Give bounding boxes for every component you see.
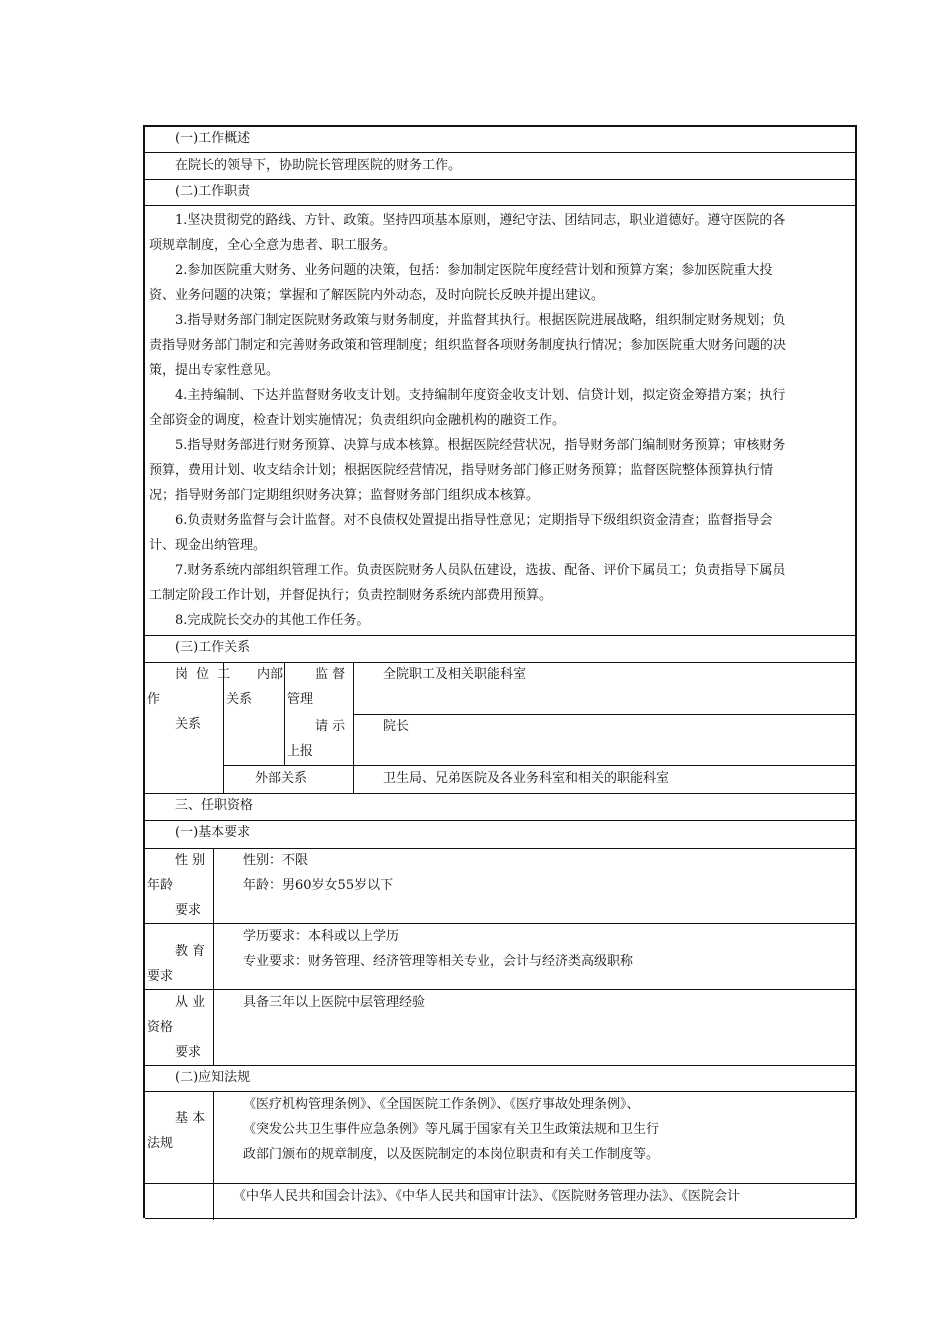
duty-line: 3.指导财务部门制定医院财务政策与财务制度，并监督其执行。根据医院进展战略，组织制定财务规划；负 xyxy=(175,313,786,328)
row-divider xyxy=(223,765,855,766)
report-value: 院长 xyxy=(383,719,410,734)
duty-item xyxy=(149,258,853,308)
section-title-regulations: (二)应知法规 xyxy=(175,1070,251,1085)
duty-line: 工制定阶段工作计划，并督促执行；负责控制财务系统内部费用预算。 xyxy=(149,588,553,603)
duty-line: 2.参加医院重大财务、业务问题的决策，包括：参加制定医院年度经营计划和预算方案；参加医院重大投 xyxy=(175,263,773,278)
duty-line: 6.负责财务监督与会计监督。对不良债权处置提出指导性意见；定期指导下级组织资金清查；监督指导会 xyxy=(175,513,773,528)
duty-line: 全部资金的调度，检查计划实施情况；负责组织向金融机构的融资工作。 xyxy=(149,413,566,428)
duty-item xyxy=(149,608,853,633)
row-divider xyxy=(145,820,855,821)
basic-laws-label-line1: 基 本 xyxy=(175,1111,206,1126)
duty-item xyxy=(149,558,853,608)
row-divider xyxy=(145,1065,855,1066)
row-divider xyxy=(145,205,855,206)
duty-item xyxy=(149,383,853,433)
supervise-label-line1: 监 督 xyxy=(315,667,346,682)
row-divider xyxy=(145,923,855,924)
supervise-label-line2: 管理 xyxy=(287,692,314,707)
duty-line: 资、业务问题的决策；掌握和了解医院内外动态，及时向院长反映并提出建议。 xyxy=(149,288,605,303)
professional-laws-line1: 《中华人民共和国会计法》、《中华人民共和国审计法》、《医院财务管理办法》、《医院会计 xyxy=(233,1189,741,1204)
overview-text: 在院长的领导下，协助院长管理医院的财务工作。 xyxy=(175,158,462,173)
duty-line: 4.主持编制、下达并监督财务收支计划。支持编制年度资金收支计划、信贷计划，拟定资金筹措方案；执行 xyxy=(175,388,786,403)
basic-laws-line1: 《医疗机构管理条例》、《全国医院工作条例》、《医疗事故处理条例》、 xyxy=(243,1097,640,1112)
row-divider xyxy=(145,635,855,636)
duty-line: 7.财务系统内部组织管理工作。负责医院财务人员队伍建设，选拔、配备、评价下属员工；负责指导下属员 xyxy=(175,563,786,578)
basic-laws-line3: 政部门颁布的规章制度，以及医院制定的本岗位职责和有关工作制度等。 xyxy=(243,1147,660,1162)
education-label-line1: 教 育 xyxy=(175,944,206,959)
row-divider xyxy=(145,1091,855,1092)
education-value: 学历要求：本科或以上学历 xyxy=(243,929,400,944)
section-title-duties: (二)工作职责 xyxy=(175,184,251,199)
external-relations-value: 卫生局、兄弟医院及各业务科室和相关的职能科室 xyxy=(383,771,670,786)
duty-line: 5.指导财务部进行财务预算、决算与成本核算。根据医院经营状况，指导财务部门编制财务预算；审核财务 xyxy=(175,438,786,453)
part-title-qualifications: 三、任职资格 xyxy=(175,798,254,813)
post-relations-label-line1: 岗 位 工 xyxy=(175,667,233,682)
experience-label-line2: 资格 xyxy=(147,1020,174,1035)
internal-relations-label-line1: 内部 xyxy=(257,667,284,682)
duty-line: 责指导财务部门制定和完善财务政策和管理制度；组织监督各项财务制度执行情况；参加医院重大财务问题的决 xyxy=(149,338,787,353)
post-relations-label-line3: 关系 xyxy=(175,717,202,732)
duty-item xyxy=(149,208,853,258)
duty-line: 策，提出专家性意见。 xyxy=(149,363,280,378)
sex-age-label-line2: 年龄 xyxy=(147,878,174,893)
row-divider xyxy=(145,179,855,180)
sex-age-label-line3: 要求 xyxy=(175,903,202,918)
col-divider xyxy=(284,662,285,765)
supervise-value: 全院职工及相关职能科室 xyxy=(383,667,527,682)
duty-line: 8.完成院长交办的其他工作任务。 xyxy=(175,613,370,628)
report-label-line2: 上报 xyxy=(287,744,314,759)
row-divider xyxy=(145,793,855,794)
row-divider xyxy=(145,1183,855,1184)
duty-line: 预算，费用计划、收支结余计划；根据医院经营情况，指导财务部门修正财务预算；监督医院整体预算执行情 xyxy=(149,463,774,478)
row-divider xyxy=(353,714,855,715)
duty-item xyxy=(149,308,853,383)
col-divider xyxy=(353,662,354,793)
report-label-line1: 请 示 xyxy=(315,719,346,734)
section-title-basic-requirements: (一)基本要求 xyxy=(175,825,251,840)
education-label-line2: 要求 xyxy=(147,969,174,984)
duty-line: 1.坚决贯彻党的路线、方针、政策。坚持四项基本原则，遵纪守法、团结同志，职业道德好。遵守医院的各 xyxy=(175,213,786,228)
section-title-relations: (三)工作关系 xyxy=(175,640,251,655)
row-divider xyxy=(145,989,855,990)
duty-line: 项规章制度，全心全意为患者、职工服务。 xyxy=(149,238,397,253)
duty-line: 况；指导财务部门定期组织财务决算；监督财务部门组织成本核算。 xyxy=(149,488,540,503)
duty-item xyxy=(149,508,853,558)
experience-value: 具备三年以上医院中层管理经验 xyxy=(243,995,426,1010)
sex-age-label-line1: 性 别 xyxy=(175,853,206,868)
internal-relations-label-line2: 关系 xyxy=(226,692,253,707)
row-divider xyxy=(145,848,855,849)
major-value: 专业要求：财务管理、经济管理等相关专业，会计与经济类高级职称 xyxy=(243,954,634,969)
row-divider xyxy=(145,1218,855,1219)
age-value: 年龄：男60岁女55岁以下 xyxy=(243,878,394,893)
duties-list xyxy=(149,208,853,633)
duty-item xyxy=(149,433,853,508)
post-relations-label-line2: 作 xyxy=(147,692,161,707)
job-description-table xyxy=(143,125,857,1218)
basic-laws-label-line2: 法规 xyxy=(147,1136,174,1151)
col-divider xyxy=(213,848,214,1065)
row-divider xyxy=(145,152,855,153)
experience-label-line3: 要求 xyxy=(175,1045,202,1060)
sex-value: 性别：不限 xyxy=(243,853,309,868)
row-divider xyxy=(145,662,855,663)
external-relations-label: 外部关系 xyxy=(255,771,308,786)
section-title-overview: (一)工作概述 xyxy=(175,131,251,146)
basic-laws-line2: 《突发公共卫生事件应急条例》等凡属于国家有关卫生政策法规和卫生行 xyxy=(243,1122,660,1137)
col-divider xyxy=(213,1091,214,1220)
experience-label-line1: 从 业 xyxy=(175,995,206,1010)
duty-line: 计、现金出纳管理。 xyxy=(149,538,267,553)
